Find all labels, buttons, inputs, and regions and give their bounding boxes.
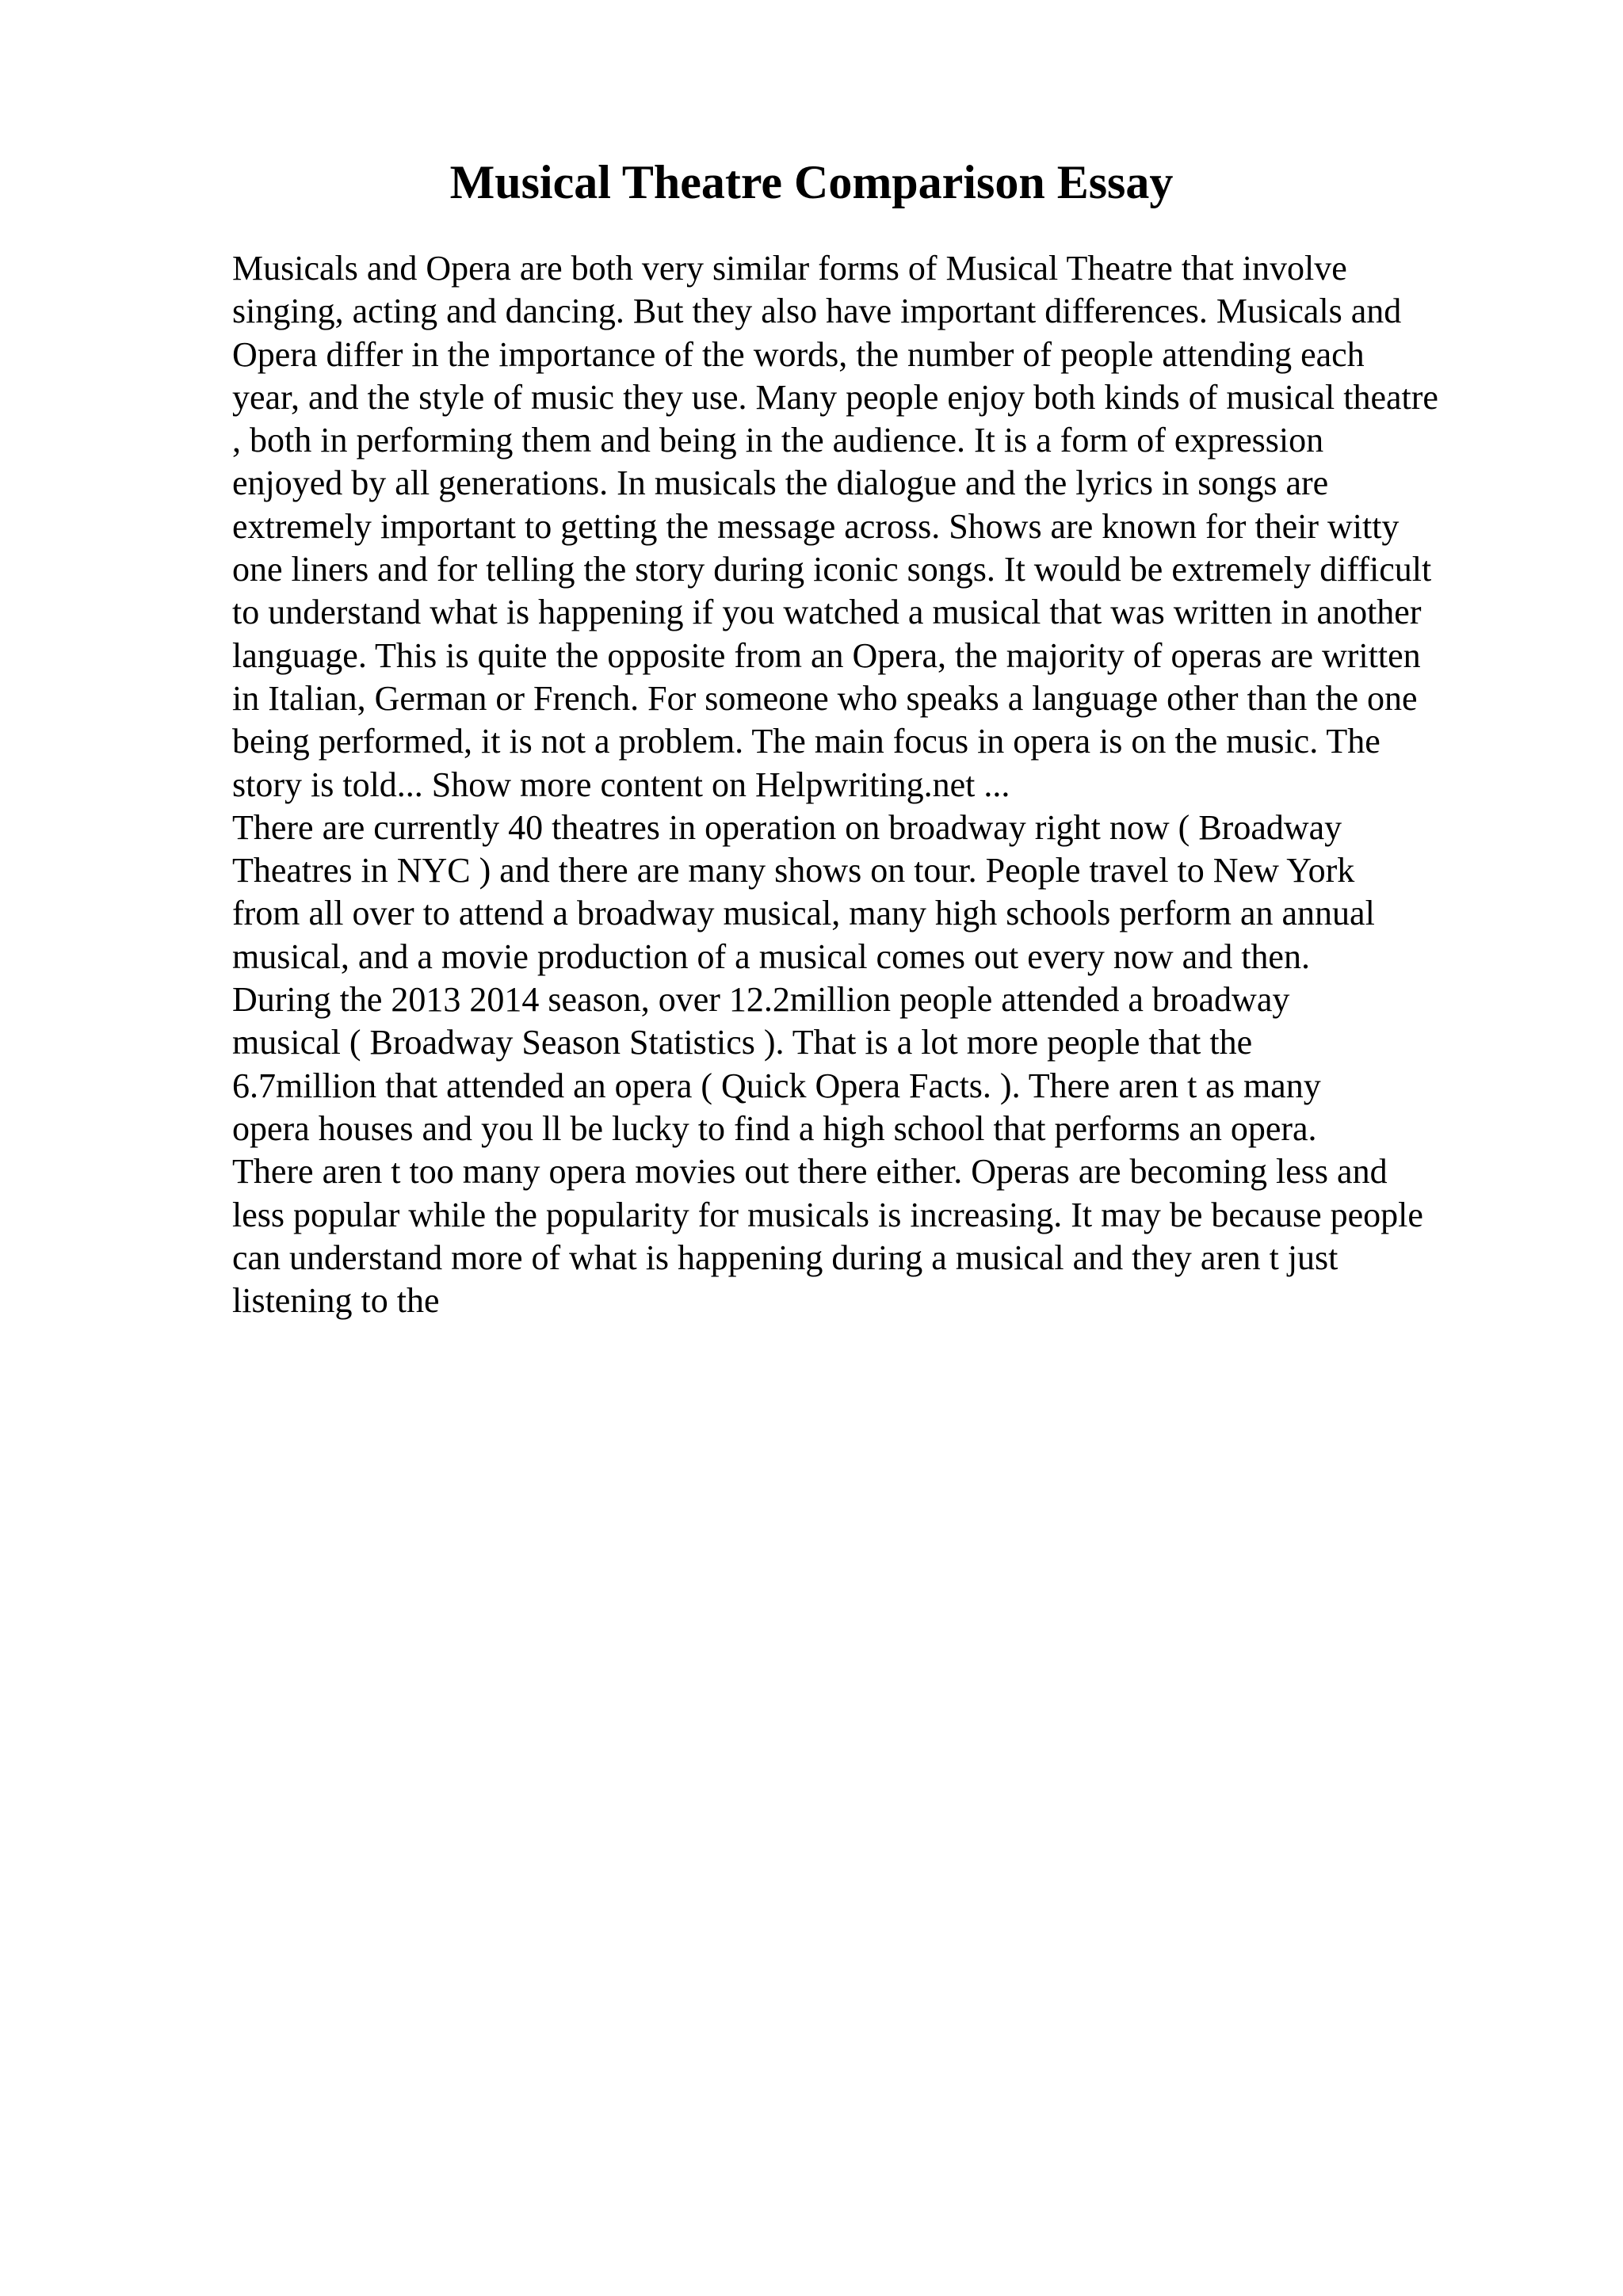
- text-line: musical, and a movie production of a musical comes out every now and then.: [232, 936, 1310, 976]
- text-line: singing, acting and dancing. But they also have important differences. Musicals and: [232, 292, 1402, 331]
- text-line: in Italian, German or French. For someone who speaks a language other than the one: [232, 678, 1418, 718]
- text-line: less popular while the popularity for musicals is increasing. It may be because people: [232, 1195, 1423, 1234]
- text-line: During the 2013 2014 season, over 12.2million people attended a broadway: [232, 980, 1290, 1020]
- text-line: from all over to attend a broadway musical, many high schools perform an annual: [232, 894, 1375, 933]
- text-line: musical ( Broadway Season Statistics ). That is a lot more people that the: [232, 1023, 1253, 1062]
- text-line: Theatres in NYC ) and there are many shows on tour. People travel to New York: [232, 851, 1355, 891]
- text-line: Opera differ in the importance of the words, the number of people attending each: [232, 334, 1365, 374]
- text-line: Musicals and Opera are both very similar forms of Musical Theatre that involve: [232, 249, 1347, 288]
- text-line: There are currently 40 theatres in operation on broadway right now ( Broadway: [232, 807, 1342, 847]
- text-line: story is told... Show more content on Helpwriting.net ...: [232, 765, 1010, 804]
- text-line: being performed, it is not a problem. The main focus in opera is on the music. The: [232, 722, 1381, 761]
- text-line: extremely important to getting the message across. Shows are known for their witty: [232, 506, 1400, 546]
- text-line: one liners and for telling the story during iconic songs. It would be extremely difficult: [232, 550, 1432, 589]
- text-line: , both in performing them and being in the audience. It is a form of expression: [232, 421, 1324, 460]
- text-line: language. This is quite the opposite from an Opera, the majority of operas are written: [232, 635, 1421, 675]
- text-line: listening to the: [232, 1281, 440, 1321]
- text-line: 6.7million that attended an opera ( Quick Opera Facts. ). There aren t as many: [232, 1066, 1321, 1105]
- text-line: opera houses and you ll be lucky to find a high school that performs an opera.: [232, 1108, 1317, 1148]
- text-line: can understand more of what is happening during a musical and they aren t just: [232, 1238, 1338, 1277]
- document-body: [232, 247, 1532, 1322]
- document-title: Musical Theatre Comparison Essay: [449, 156, 1174, 208]
- text-line: There aren t too many opera movies out there either. Operas are becoming less and: [232, 1152, 1388, 1192]
- text-line: to understand what is happening if you watched a musical that was written in another: [232, 593, 1422, 632]
- text-line: year, and the style of music they use. Many people enjoy both kinds of musical theatre: [232, 377, 1438, 417]
- text-line: enjoyed by all generations. In musicals the dialogue and the lyrics in songs are: [232, 463, 1329, 503]
